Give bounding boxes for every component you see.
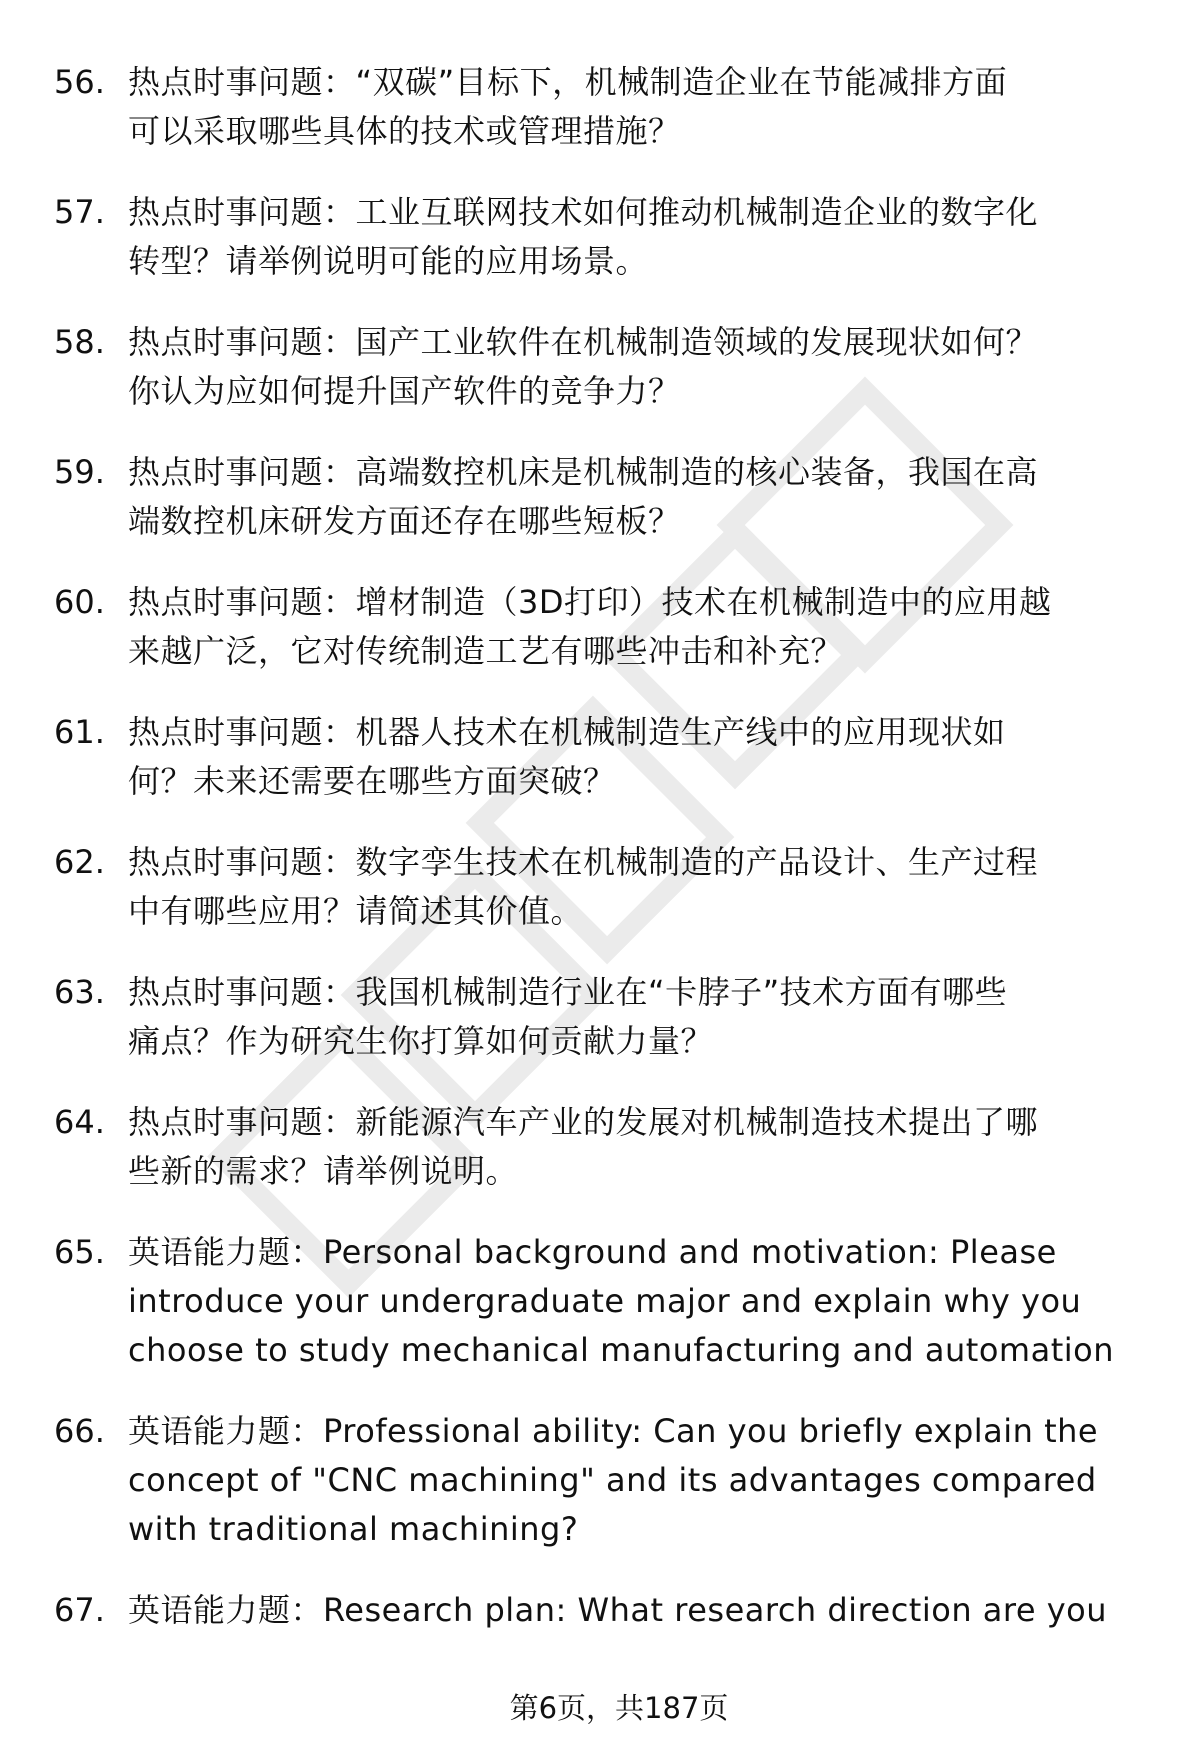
question-list [0, 58, 1200, 1667]
question-text-line: 热点时事问题：国产工业软件在机械制造领域的发展现状如何？ [128, 323, 1039, 361]
question-text-line: 端数控机床研发方面还存在哪些短板？ [128, 502, 681, 540]
question-number: 64. [54, 1103, 105, 1141]
question-text-line: introduce your undergraduate major and explain why you [128, 1282, 1082, 1320]
question-text-line: 你认为应如何提升国产软件的竞争力？ [128, 372, 681, 410]
question-text-line: with traditional machining? [128, 1510, 579, 1548]
question-text-line: 热点时事问题：增材制造（3D打印）技术在机械制造中的应用越 [128, 583, 1052, 621]
question-item [0, 838, 1200, 936]
question-number: 61. [54, 713, 105, 751]
question-number: 63. [54, 973, 105, 1011]
question-text-line: concept of "CNC machining" and its advantages compared [128, 1461, 1097, 1499]
question-number: 62. [54, 843, 105, 881]
question-item [0, 318, 1200, 416]
question-item [0, 58, 1200, 156]
question-number: 58. [54, 323, 105, 361]
question-text-line: 热点时事问题：“双碳”目标下，机械制造企业在节能减排方面 [128, 63, 1008, 101]
question-number: 57. [54, 193, 105, 231]
question-number: 60. [54, 583, 105, 621]
question-text-line: 痛点？作为研究生你打算如何贡献力量？ [128, 1022, 714, 1060]
question-item [0, 1228, 1200, 1375]
question-text-line: 中有哪些应用？请简述其价值。 [128, 892, 584, 930]
question-text-line: 些新的需求？请举例说明。 [128, 1152, 519, 1190]
question-number: 65. [54, 1233, 105, 1271]
question-text-line: 来越广泛，它对传统制造工艺有哪些冲击和补充？ [128, 632, 844, 670]
question-item [0, 1407, 1200, 1554]
page-indicator: 第6页，共187页 [509, 1691, 729, 1725]
question-number: 59. [54, 453, 105, 491]
question-item [0, 448, 1200, 546]
question-item [0, 188, 1200, 286]
question-text-line: 热点时事问题：高端数控机床是机械制造的核心装备，我国在高 [128, 453, 1039, 491]
question-number: 67. [54, 1591, 105, 1629]
question-item [0, 1586, 1200, 1635]
question-text-line: 英语能力题：Research plan: What research direction are you [128, 1591, 1107, 1629]
question-text-line: 热点时事问题：工业互联网技术如何推动机械制造企业的数字化 [128, 193, 1039, 231]
question-item [0, 968, 1200, 1066]
question-text-line: 转型？请举例说明可能的应用场景。 [128, 242, 649, 280]
question-number: 66. [54, 1412, 105, 1450]
question-text-line: choose to study mechanical manufacturing and automation [128, 1331, 1114, 1369]
page-footer [0, 1686, 1200, 1730]
question-text-line: 英语能力题：Personal background and motivation: Please [128, 1233, 1057, 1271]
question-number: 56. [54, 63, 105, 101]
question-text-line: 热点时事问题：机器人技术在机械制造生产线中的应用现状如 [128, 713, 1006, 751]
question-item [0, 708, 1200, 806]
question-text-line: 英语能力题：Professional ability: Can you briefly explain the [128, 1412, 1099, 1450]
question-text-line: 热点时事问题：新能源汽车产业的发展对机械制造技术提出了哪 [128, 1103, 1039, 1141]
question-text-line: 热点时事问题：我国机械制造行业在“卡脖子”技术方面有哪些 [128, 973, 1008, 1011]
question-item [0, 1098, 1200, 1196]
question-text-line: 可以采取哪些具体的技术或管理措施？ [128, 112, 681, 150]
question-item [0, 578, 1200, 676]
question-text-line: 热点时事问题：数字孪生技术在机械制造的产品设计、生产过程 [128, 843, 1039, 881]
question-text-line: 何？未来还需要在哪些方面突破？ [128, 762, 616, 800]
